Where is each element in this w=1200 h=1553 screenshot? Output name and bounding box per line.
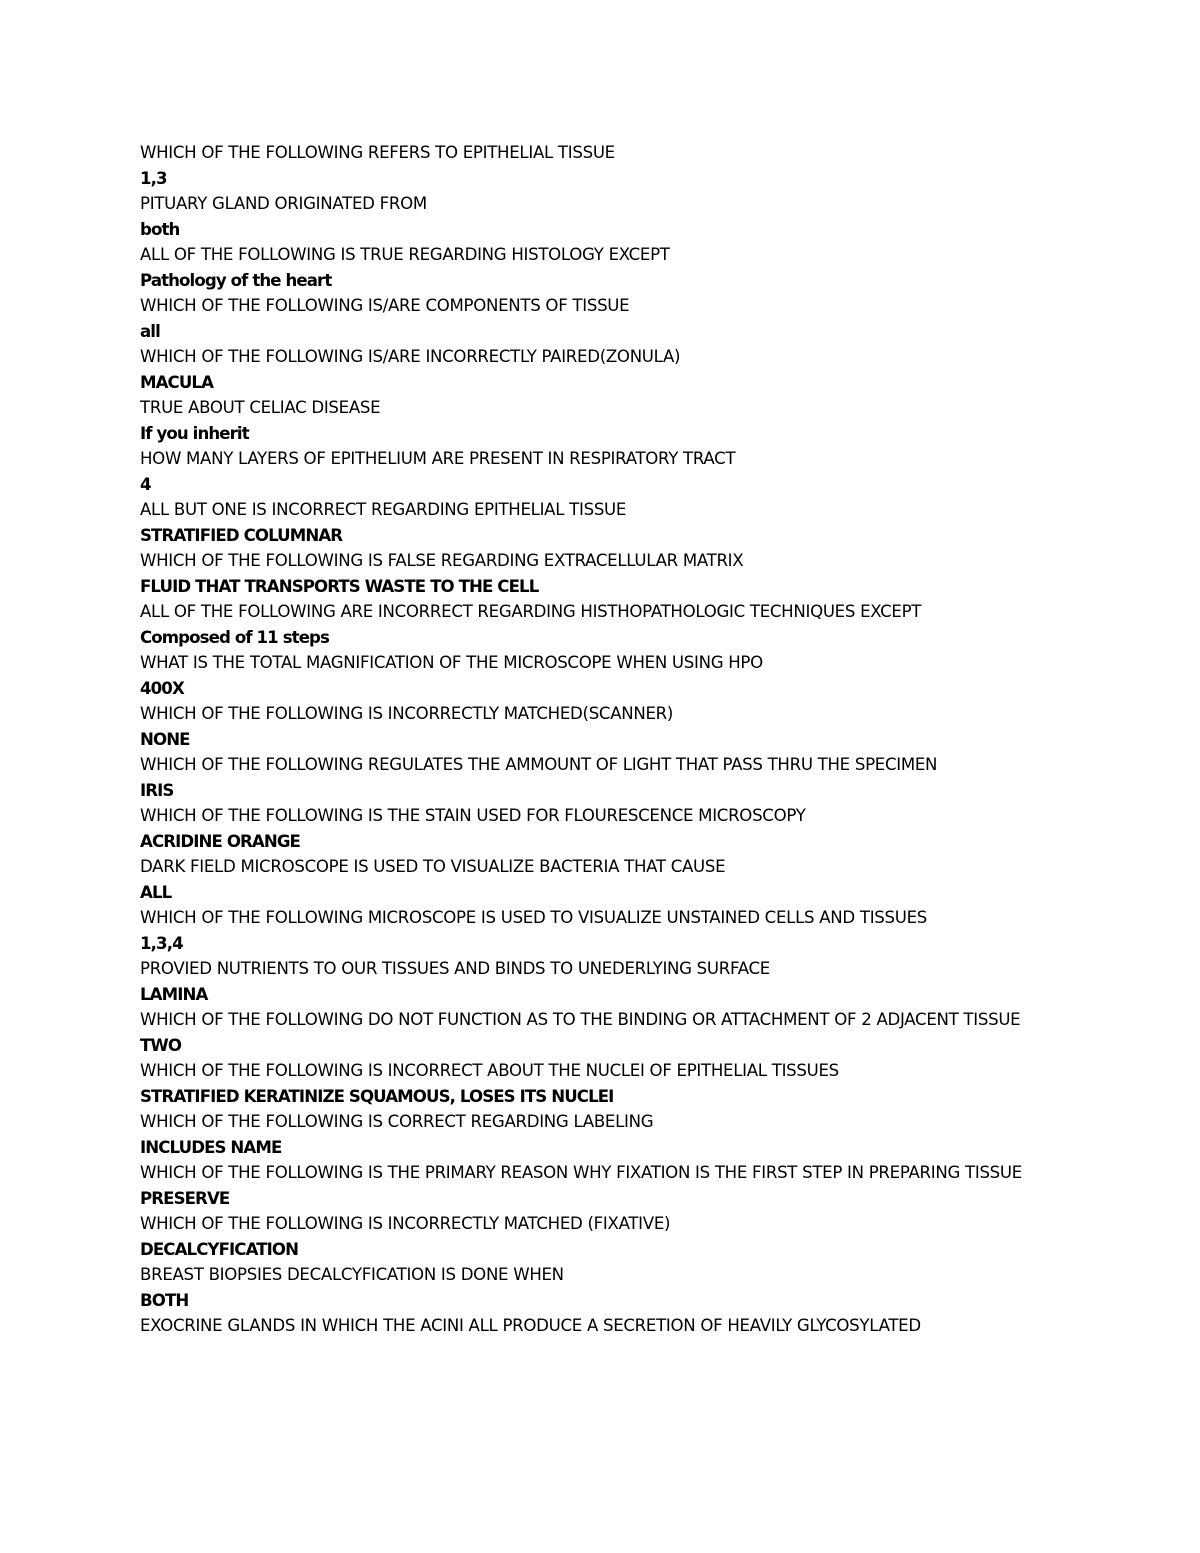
answer-text: STRATIFIED KERATINIZE SQUAMOUS, LOSES ITS NUCLEI bbox=[140, 1086, 614, 1106]
qa-item bbox=[140, 242, 1070, 293]
qa-item bbox=[140, 650, 1070, 701]
question-text: WHICH OF THE FOLLOWING IS INCORRECTLY MATCHED(SCANNER) bbox=[140, 704, 674, 723]
answer-text: STRATIFIED COLUMNAR bbox=[140, 525, 343, 545]
question-text: HOW MANY LAYERS OF EPITHELIUM ARE PRESENT IN RESPIRATORY TRACT bbox=[140, 449, 736, 468]
question-text: PITUARY GLAND ORIGINATED FROM bbox=[140, 194, 427, 213]
question-text: BREAST BIOPSIES DECALCYFICATION IS DONE WHEN bbox=[140, 1265, 564, 1284]
answer-text: IRIS bbox=[140, 780, 174, 800]
answer-text: PRESERVE bbox=[140, 1188, 230, 1208]
qa-item bbox=[140, 803, 1070, 854]
answer-text: MACULA bbox=[140, 372, 214, 392]
answer-text: ACRIDINE ORANGE bbox=[140, 831, 300, 851]
question-text: WHICH OF THE FOLLOWING IS/ARE INCORRECTLY PAIRED(ZONULA) bbox=[140, 347, 681, 366]
qa-item bbox=[140, 1262, 1070, 1313]
answer-text: LAMINA bbox=[140, 984, 208, 1004]
qa-item bbox=[140, 1109, 1070, 1160]
qa-item bbox=[140, 497, 1070, 548]
question-text: TRUE ABOUT CELIAC DISEASE bbox=[140, 398, 381, 417]
answer-text: FLUID THAT TRANSPORTS WASTE TO THE CELL bbox=[140, 576, 539, 596]
qa-item bbox=[140, 1160, 1070, 1211]
answer-text: 400X bbox=[140, 678, 184, 698]
answer-text: TWO bbox=[140, 1035, 182, 1055]
qa-item bbox=[140, 395, 1070, 446]
qa-item bbox=[140, 701, 1070, 752]
qa-item bbox=[140, 1058, 1070, 1109]
question-text: WHICH OF THE FOLLOWING REFERS TO EPITHELIAL TISSUE bbox=[140, 143, 615, 162]
question-text: WHICH OF THE FOLLOWING IS INCORRECTLY MATCHED (FIXATIVE) bbox=[140, 1214, 671, 1233]
question-text: EXOCRINE GLANDS IN WHICH THE ACINI ALL PRODUCE A SECRETION OF HEAVILY GLYCOSYLATED bbox=[140, 1316, 921, 1335]
qa-item bbox=[140, 956, 1070, 1007]
question-text: WHICH OF THE FOLLOWING IS FALSE REGARDING EXTRACELLULAR MATRIX bbox=[140, 551, 744, 570]
qa-item bbox=[140, 140, 1070, 191]
qa-item bbox=[140, 1313, 1070, 1339]
question-text: WHICH OF THE FOLLOWING IS THE STAIN USED FOR FLOURESCENCE MICROSCOPY bbox=[140, 806, 806, 825]
answer-text: 1,3 bbox=[140, 168, 167, 188]
answer-text: Pathology of the heart bbox=[140, 270, 332, 290]
question-text: WHICH OF THE FOLLOWING IS/ARE COMPONENTS OF TISSUE bbox=[140, 296, 630, 315]
question-text: WHICH OF THE FOLLOWING IS CORRECT REGARDING LABELING bbox=[140, 1112, 654, 1131]
qa-item bbox=[140, 854, 1070, 905]
qa-item bbox=[140, 293, 1070, 344]
question-text: WHICH OF THE FOLLOWING DO NOT FUNCTION AS TO THE BINDING OR ATTACHMENT OF 2 ADJACENT TISSUE bbox=[140, 1010, 1021, 1029]
answer-text: all bbox=[140, 321, 160, 341]
qa-item bbox=[140, 599, 1070, 650]
question-text: WHICH OF THE FOLLOWING REGULATES THE AMMOUNT OF LIGHT THAT PASS THRU THE SPECIMEN bbox=[140, 755, 938, 774]
answer-text: both bbox=[140, 219, 180, 239]
question-text: WHAT IS THE TOTAL MAGNIFICATION OF THE MICROSCOPE WHEN USING HPO bbox=[140, 653, 763, 672]
qa-item bbox=[140, 905, 1070, 956]
answer-text: ALL bbox=[140, 882, 172, 902]
question-text: ALL OF THE FOLLOWING IS TRUE REGARDING HISTOLOGY EXCEPT bbox=[140, 245, 670, 264]
answer-text: DECALCYFICATION bbox=[140, 1239, 299, 1259]
qa-item bbox=[140, 548, 1070, 599]
answer-text: INCLUDES NAME bbox=[140, 1137, 282, 1157]
question-text: DARK FIELD MICROSCOPE IS USED TO VISUALIZE BACTERIA THAT CAUSE bbox=[140, 857, 726, 876]
question-text: PROVIED NUTRIENTS TO OUR TISSUES AND BINDS TO UNEDERLYING SURFACE bbox=[140, 959, 770, 978]
question-text: ALL OF THE FOLLOWING ARE INCORRECT REGARDING HISTHOPATHOLOGIC TECHNIQUES EXCEPT bbox=[140, 602, 922, 621]
answer-text: If you inherit bbox=[140, 423, 249, 443]
question-answer-list bbox=[140, 140, 1070, 1339]
document-page bbox=[140, 140, 1070, 1339]
answer-text: 4 bbox=[140, 474, 151, 494]
answer-text: Composed of 11 steps bbox=[140, 627, 330, 647]
answer-text: 1,3,4 bbox=[140, 933, 183, 953]
question-text: WHICH OF THE FOLLOWING IS THE PRIMARY REASON WHY FIXATION IS THE FIRST STEP IN PREPARING TISSUE bbox=[140, 1163, 1022, 1182]
qa-item bbox=[140, 1007, 1070, 1058]
answer-text: BOTH bbox=[140, 1290, 189, 1310]
question-text: ALL BUT ONE IS INCORRECT REGARDING EPITHELIAL TISSUE bbox=[140, 500, 627, 519]
qa-item bbox=[140, 344, 1070, 395]
qa-item bbox=[140, 446, 1070, 497]
qa-item bbox=[140, 191, 1070, 242]
qa-item bbox=[140, 752, 1070, 803]
answer-text: NONE bbox=[140, 729, 190, 749]
question-text: WHICH OF THE FOLLOWING IS INCORRECT ABOUT THE NUCLEI OF EPITHELIAL TISSUES bbox=[140, 1061, 839, 1080]
qa-item bbox=[140, 1211, 1070, 1262]
question-text: WHICH OF THE FOLLOWING MICROSCOPE IS USED TO VISUALIZE UNSTAINED CELLS AND TISSUES bbox=[140, 908, 928, 927]
